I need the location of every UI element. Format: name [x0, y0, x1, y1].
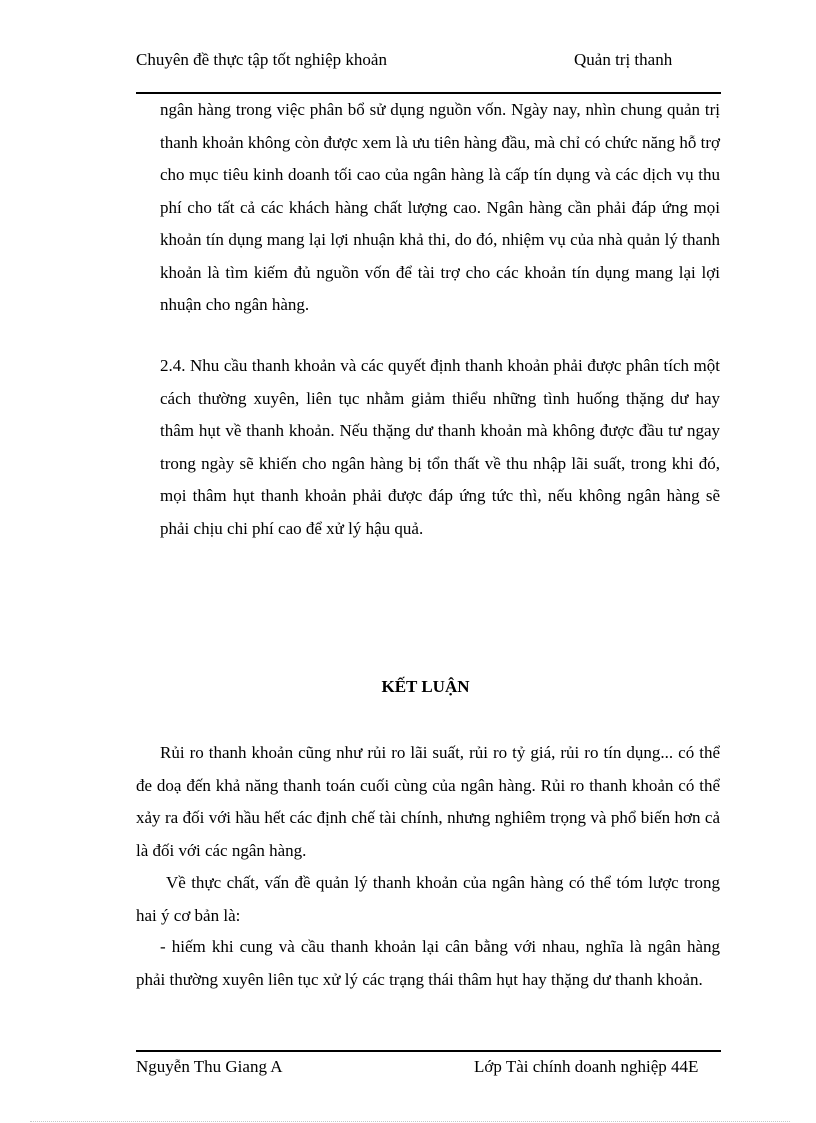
page-bottom-edge — [30, 1121, 790, 1122]
body-text — [160, 94, 720, 322]
conclusion-paragraph-2 — [136, 867, 720, 932]
footer-rule — [136, 1050, 721, 1052]
conclusion-heading: KẾT LUẬN — [381, 677, 470, 696]
conclusion-text-2: Về thực chất, vấn đề quản lý thanh khoản của ngân hàng có thể tóm lược trong hai ý cơ bản là: — [136, 873, 720, 925]
conclusion-text-3: - hiếm khi cung và cầu thanh khoản lại cân bằng với nhau, nghĩa là ngân hàng phải thường xuyên liên tục xử lý các trạng thái thâm hụt hay thặng dư thanh khoản. — [136, 937, 720, 989]
conclusion-paragraph-1 — [136, 737, 720, 867]
conclusion-paragraph-3 — [136, 931, 720, 996]
header-left-title: Chuyên đề thực tập tốt nghiệp khoản — [136, 50, 387, 69]
header-right-title: Quản trị thanh — [574, 50, 673, 69]
footer-author: Nguyễn Thu Giang A — [136, 1057, 283, 1076]
paragraph-continuation: ngân hàng trong việc phân bổ sử dụng nguồn vốn. Ngày nay, nhìn chung quản trị thanh khoản không còn được xem là ưu tiên hàng đầu, mà chỉ có chức năng hỗ trợ cho mục tiêu kinh doanh tối cao của ngân hàng là cấp tín dụng và các dịch vụ thu phí cho tất cả các khách hàng chất lượng cao. Ngân hàng cần phải đáp ứng mọi khoản tín dụng mang lại lợi nhuận khả thi, do đó, nhiệm vụ của nhà quản lý thanh khoản là tìm kiếm đủ nguồn vốn để tài trợ cho các khoản tín dụng mang lại lợi nhuận cho ngân hàng. — [160, 100, 720, 314]
footer-class: Lớp Tài chính doanh nghiệp 44E — [474, 1057, 699, 1076]
section-2-4 — [160, 350, 720, 545]
paragraph-2-4: 2.4. Nhu cầu thanh khoản và các quyết định thanh khoản phải được phân tích một cách thường xuyên, liên tục nhằm giảm thiểu những tình huống thặng dư hay thâm hụt về thanh khoản. Nếu thặng dư thanh khoản mà không được đầu tư ngay trong ngày sẽ khiến cho ngân hàng bị tổn thất về thu nhập lãi suất, trong khi đó, mọi thâm hụt thanh khoản phải được đáp ứng tức thì, nếu không ngân hàng sẽ phải chịu chi phí cao để xử lý hậu quả. — [160, 356, 720, 538]
conclusion-text-1: Rủi ro thanh khoản cũng như rủi ro lãi suất, rủi ro tỷ giá, rủi ro tín dụng... có thể đe doạ đến khả năng thanh toán cuối cùng của ngân hàng. Rủi ro thanh khoản có thể xảy ra đối với hầu hết các định chế tài chính, nhưng nghiêm trọng và phổ biến hơn cả là đối với các ngân hàng. — [136, 743, 720, 860]
